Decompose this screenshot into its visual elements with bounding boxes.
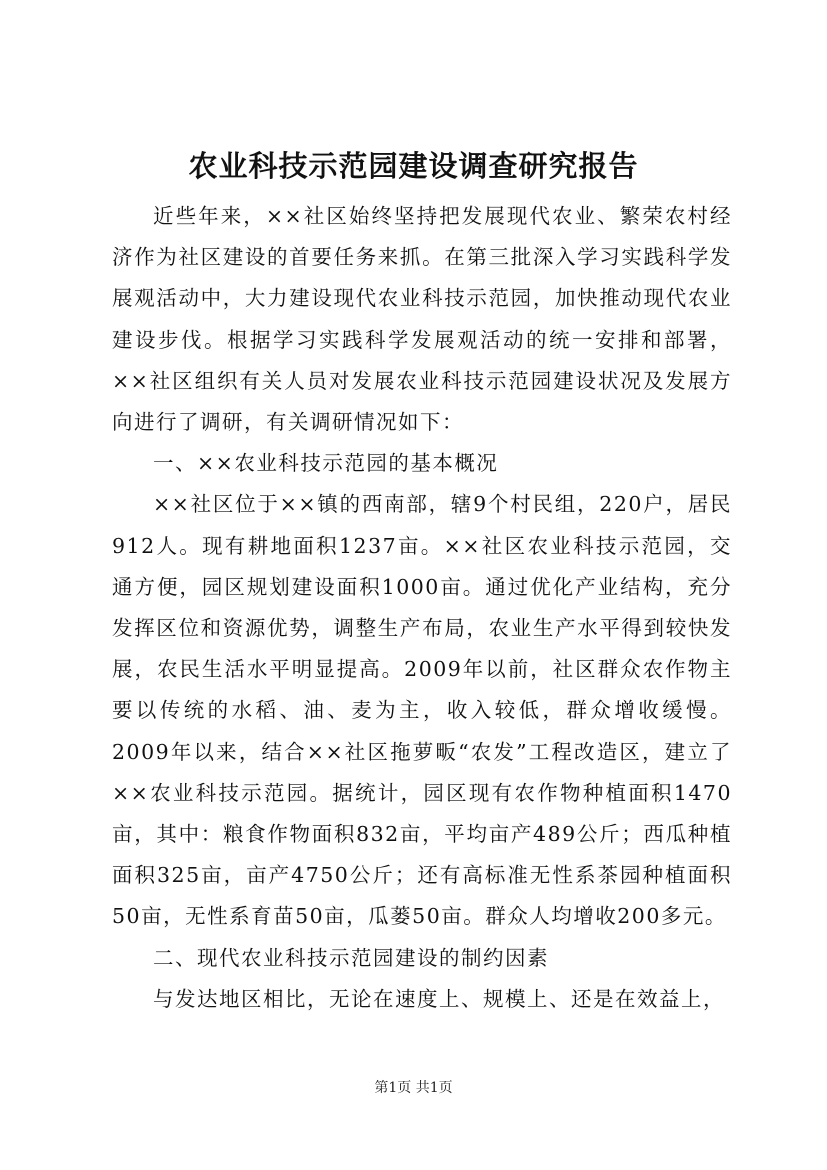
document-title: 农业科技示范园建设调查研究报告 <box>188 149 639 183</box>
section-heading-1: 一、××农业科技示范园的基本概况 <box>153 451 499 476</box>
section-heading-2: 二、现代农业科技示范园建设的制约因素 <box>153 945 549 970</box>
document-body <box>112 196 732 1020</box>
page-footer: 第1页 共1页 <box>374 1080 453 1096</box>
section-2-paragraph: 与发达地区相比，无论在速度上、规模上、还是在效益上， <box>153 986 725 1011</box>
section-1-paragraph: ××社区位于××镇的西南部，辖9个村民组，220户，居民912人。现有耕地面积1237亩。××社区农业科技示范园，交通方便，园区规划建设面积1000亩。通过优化产业结构，充分发挥区位和资源优势，调整生产布局，农业生产水平得到较快发展，农民生活水平明显提高。2009年以前，社区群众农作物主要以传统的水稻、油、麦为主，收入较低，群众增收缓慢。2009年以来，结合××社区拖萝畈“农发”工程改造区，建立了××农业科技示范园。据统计，园区现有农作物种植面积1470亩，其中：粮食作物面积832亩，平均亩产489公斤；西瓜种植面积325亩，亩产4750公斤；还有高标准无性系茶园种植面积50亩，无性系育苗50亩，瓜蒌50亩。群众人均增收200多元。 <box>112 492 732 929</box>
intro-paragraph: 近些年来，××社区始终坚持把发展现代农业、繁荣农村经济作为社区建设的首要任务来抓。在第三批深入学习实践科学发展观活动中，大力建设现代农业科技示范园，加快推动现代农业建设步伐。根据学习实践科学发展观活动的统一安排和部署，××社区组织有关人员对发展农业科技示范园建设状况及发展方向进行了调研，有关调研情况如下： <box>112 204 732 435</box>
